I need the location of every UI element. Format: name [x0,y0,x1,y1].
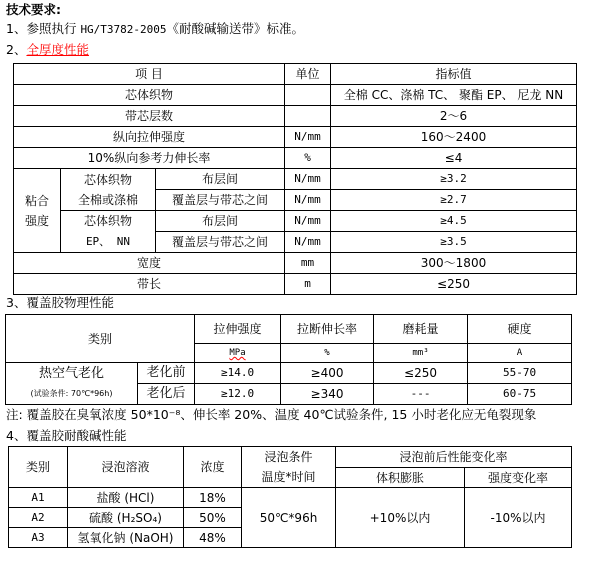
header-change-rate: 浸泡前后性能变化率 [336,447,572,468]
row-item: 芯体织物 [14,85,285,106]
row-unit [285,106,331,127]
header-value: 指标值 [331,64,577,85]
row-value: ≥4.5 [331,211,577,232]
bond-position: 覆盖层与带芯之间 [156,190,285,211]
row-value: ≤250 [331,274,577,295]
stage-label: 老化前 [138,363,195,384]
table-header-row [6,315,572,344]
unit-hardness: A [468,344,572,363]
row-value: 全棉 CC、涤棉 TC、 聚酯 EP、 尼龙 NN [331,85,577,106]
bond-position: 布层间 [156,169,285,190]
row-concentration: 48% [184,528,242,548]
row-value: 300～1800 [331,253,577,274]
row-value: 160～2400 [331,127,577,148]
volume-swell-value: +10%以内 [336,488,465,548]
row-unit: N/mm [285,127,331,148]
header-solution: 浸泡溶液 [68,447,184,488]
bond-position: 覆盖层与带芯之间 [156,232,285,253]
fabric-group-ep-nn: 芯体织物 EP、 NN [61,211,156,253]
condition-value: 50℃*96h [242,488,336,548]
fabric-group-cotton: 芯体织物 全棉或涤棉 [61,169,156,211]
table-row [14,106,577,127]
bond-position: 布层间 [156,211,285,232]
bonding-strength-label: 粘合 强度 [14,169,61,253]
row-concentration: 18% [184,488,242,508]
item-1-suffix: 《耐酸碱输送带》标准。 [166,21,305,36]
table-row [14,85,577,106]
row-item: 带芯层数 [14,106,285,127]
row-unit [285,85,331,106]
table-row [14,148,577,169]
cell-value: ≤250 [374,363,468,384]
header-volume-swell: 体积膨胀 [336,468,465,488]
cell-value: ≥400 [281,363,374,384]
row-category: A2 [9,508,68,528]
item-2-heading [6,42,89,58]
row-unit: % [285,148,331,169]
table-row [6,363,572,384]
ozone-note: 注: 覆盖胶在臭氧浓度 50*10⁻⁸、伸长率 20%、温度 40℃试验条件, 15 小时老化应无龟裂现象 [6,407,537,422]
cell-value: --- [374,384,468,405]
table-row [14,274,577,295]
row-value: ≥2.7 [331,190,577,211]
row-unit: N/mm [285,169,331,190]
unit-abrasion: mm³ [374,344,468,363]
item-3-heading: 3、覆盖胶物理性能 [6,295,114,310]
cell-value: ≥14.0 [195,363,281,384]
header-concentration: 浓度 [184,447,242,488]
header-category: 类别 [9,447,68,488]
item-1-standard [6,21,304,38]
header-unit: 单位 [285,64,331,85]
header-strength-change: 强度变化率 [465,468,572,488]
acid-alkali-resistance-table [8,446,572,548]
row-value: 2～6 [331,106,577,127]
item-1-prefix: 1、参照执行 [6,21,81,36]
row-unit: N/mm [285,232,331,253]
table-header-row [9,447,572,468]
unit-tensile: MPa [195,344,281,363]
row-item: 宽度 [14,253,285,274]
table-row [14,169,577,190]
stage-label: 老化后 [138,384,195,405]
row-solution: 盐酸 (HCl) [68,488,184,508]
header-item: 项 目 [14,64,285,85]
full-thickness-table [13,63,577,295]
item-4-heading: 4、覆盖胶耐酸碱性能 [6,428,127,443]
row-solution: 硫酸 (H₂SO₄) [68,508,184,528]
header-elongation: 拉断伸长率 [281,315,374,344]
cell-value: ≥12.0 [195,384,281,405]
row-value: ≥3.5 [331,232,577,253]
header-condition: 浸泡条件 温度*时间 [242,447,336,488]
header-hardness: 硬度 [468,315,572,344]
item-2-prefix: 2、 [6,42,27,57]
row-unit: N/mm [285,190,331,211]
row-item: 10%纵向参考力伸长率 [14,148,285,169]
standard-code: HG/T3782-2005 [80,23,167,36]
header-category: 类别 [6,315,195,363]
header-tensile: 拉伸强度 [195,315,281,344]
cell-value: ≥340 [281,384,374,405]
row-item: 带长 [14,274,285,295]
row-item: 纵向拉伸强度 [14,127,285,148]
table-row [14,211,577,232]
hot-air-aging-label: 热空气老化 (试验条件: 70℃*96h) [6,363,138,405]
strength-change-value: -10%以内 [465,488,572,548]
row-concentration: 50% [184,508,242,528]
requirements-heading: 技术要求: [6,2,61,17]
row-value: ≤4 [331,148,577,169]
row-unit: N/mm [285,211,331,232]
row-unit: mm [285,253,331,274]
row-unit: m [285,274,331,295]
row-category: A3 [9,528,68,548]
full-thickness-link[interactable]: 全厚度性能 [26,42,89,57]
row-value: ≥3.2 [331,169,577,190]
table-row [14,127,577,148]
header-abrasion: 磨耗量 [374,315,468,344]
table-header-row [14,64,577,85]
unit-elongation: % [281,344,374,363]
table-row [14,253,577,274]
cell-value: 60-75 [468,384,572,405]
cover-rubber-physical-table [5,314,572,405]
row-solution: 氢氧化钠 (NaOH) [68,528,184,548]
row-category: A1 [9,488,68,508]
cell-value: 55-70 [468,363,572,384]
table-row [9,488,572,508]
